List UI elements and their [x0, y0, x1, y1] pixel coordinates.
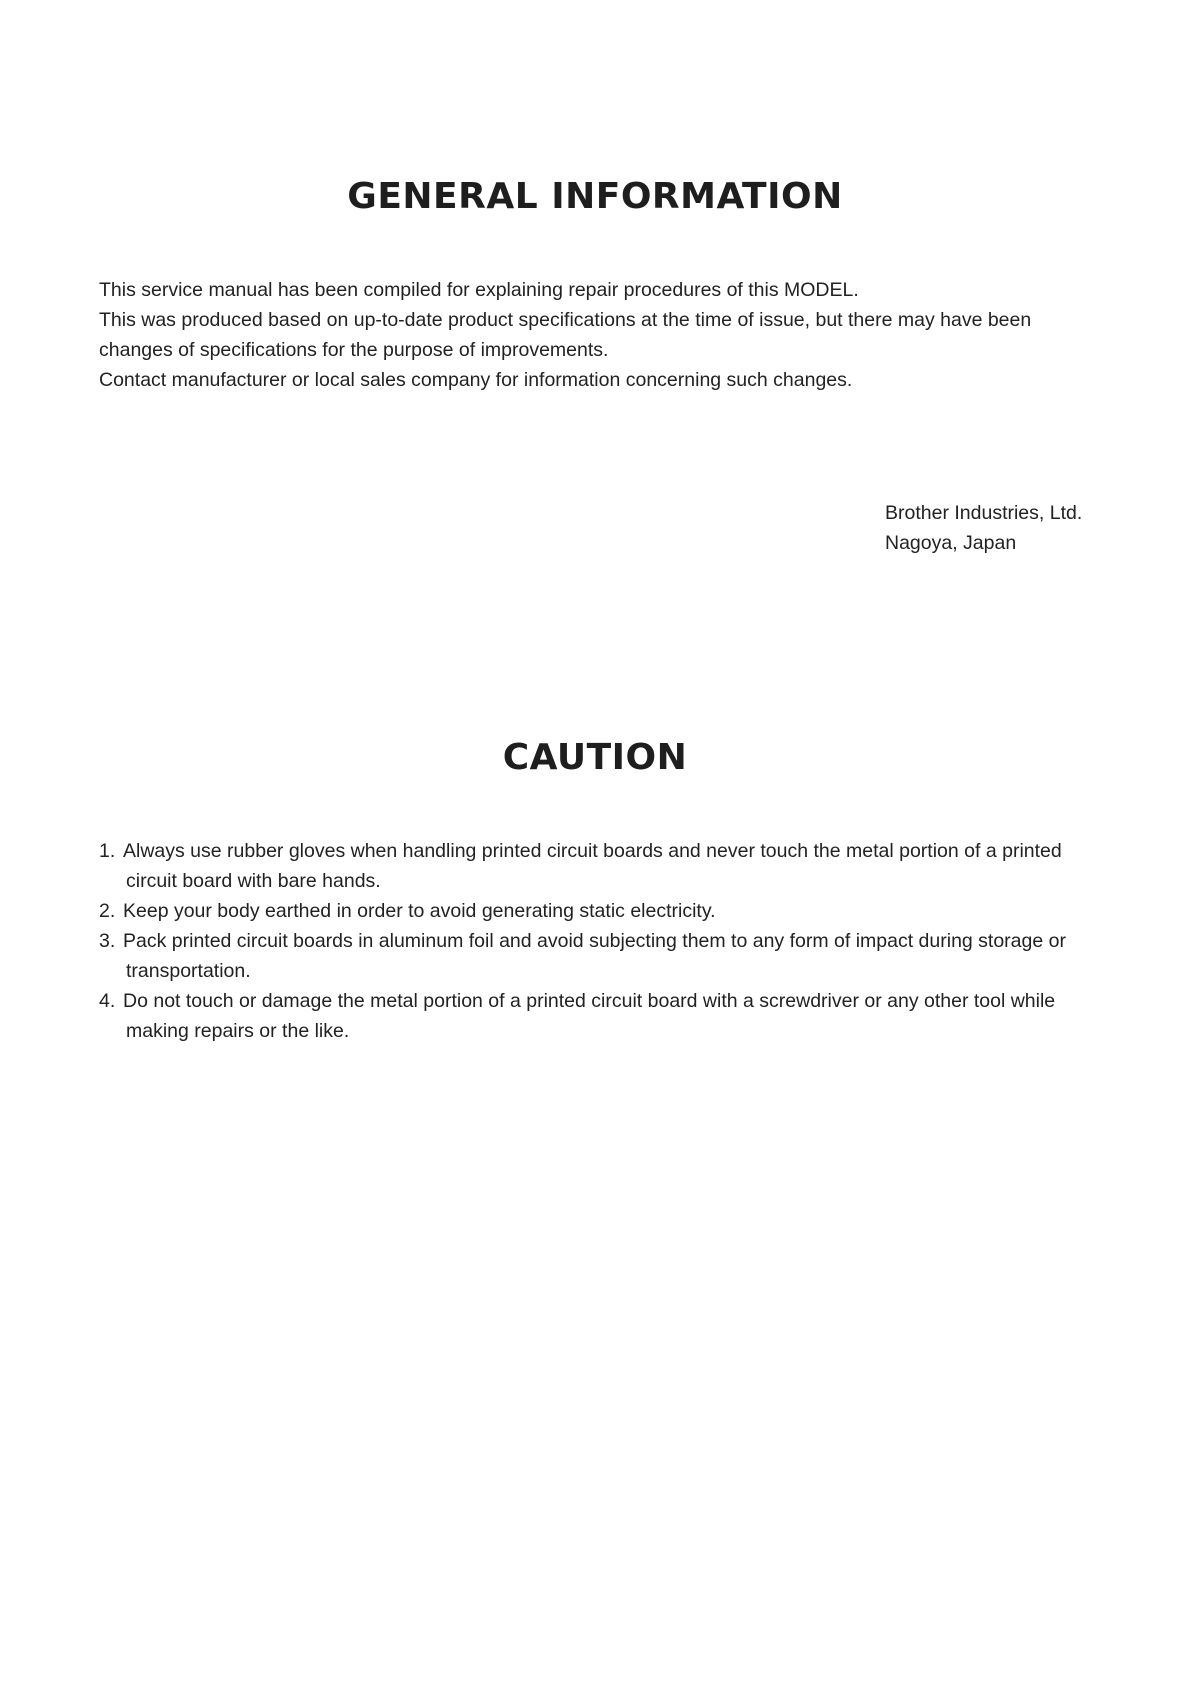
intro-paragraph-2: This was produced based on up-to-date product specifications at the time of issue, but there may have been changes of specifications for the purpose of improvements. — [99, 309, 1032, 361]
intro-paragraph-1: This service manual has been compiled for explaining repair procedures of this MODEL. — [99, 279, 859, 301]
caution-item-1 — [99, 836, 1109, 896]
caution-list — [99, 836, 1109, 1046]
caution-item-text: Do not touch or damage the metal portion of a printed circuit board with a screwdriver or any other tool while making repairs or the like. — [123, 990, 1056, 1042]
general-information-body — [99, 275, 1109, 395]
intro-paragraph-3: Contact manufacturer or local sales company for information concerning such changes. — [99, 369, 853, 391]
signature-location: Nagoya, Japan — [885, 532, 1017, 554]
caution-item-text: Always use rubber gloves when handling printed circuit boards and never touch the metal portion of a printed circuit board with bare hands. — [123, 840, 1062, 892]
caution-item-3 — [99, 926, 1109, 986]
caution-item-2 — [99, 896, 1109, 926]
caution-item-number: 2. — [99, 900, 116, 922]
caution-item-4 — [99, 986, 1109, 1046]
caution-item-number: 1. — [99, 840, 116, 862]
signature-company: Brother Industries, Ltd. — [885, 502, 1083, 524]
signature-block — [885, 498, 1082, 558]
caution-item-number: 3. — [99, 930, 116, 952]
general-information-heading: GENERAL INFORMATION — [347, 176, 843, 217]
caution-item-number: 4. — [99, 990, 116, 1012]
caution-item-text: Keep your body earthed in order to avoid generating static electricity. — [123, 900, 716, 922]
caution-item-text: Pack printed circuit boards in aluminum foil and avoid subjecting them to any form of impact during storage or transportation. — [123, 930, 1066, 982]
caution-heading: CAUTION — [502, 737, 688, 778]
